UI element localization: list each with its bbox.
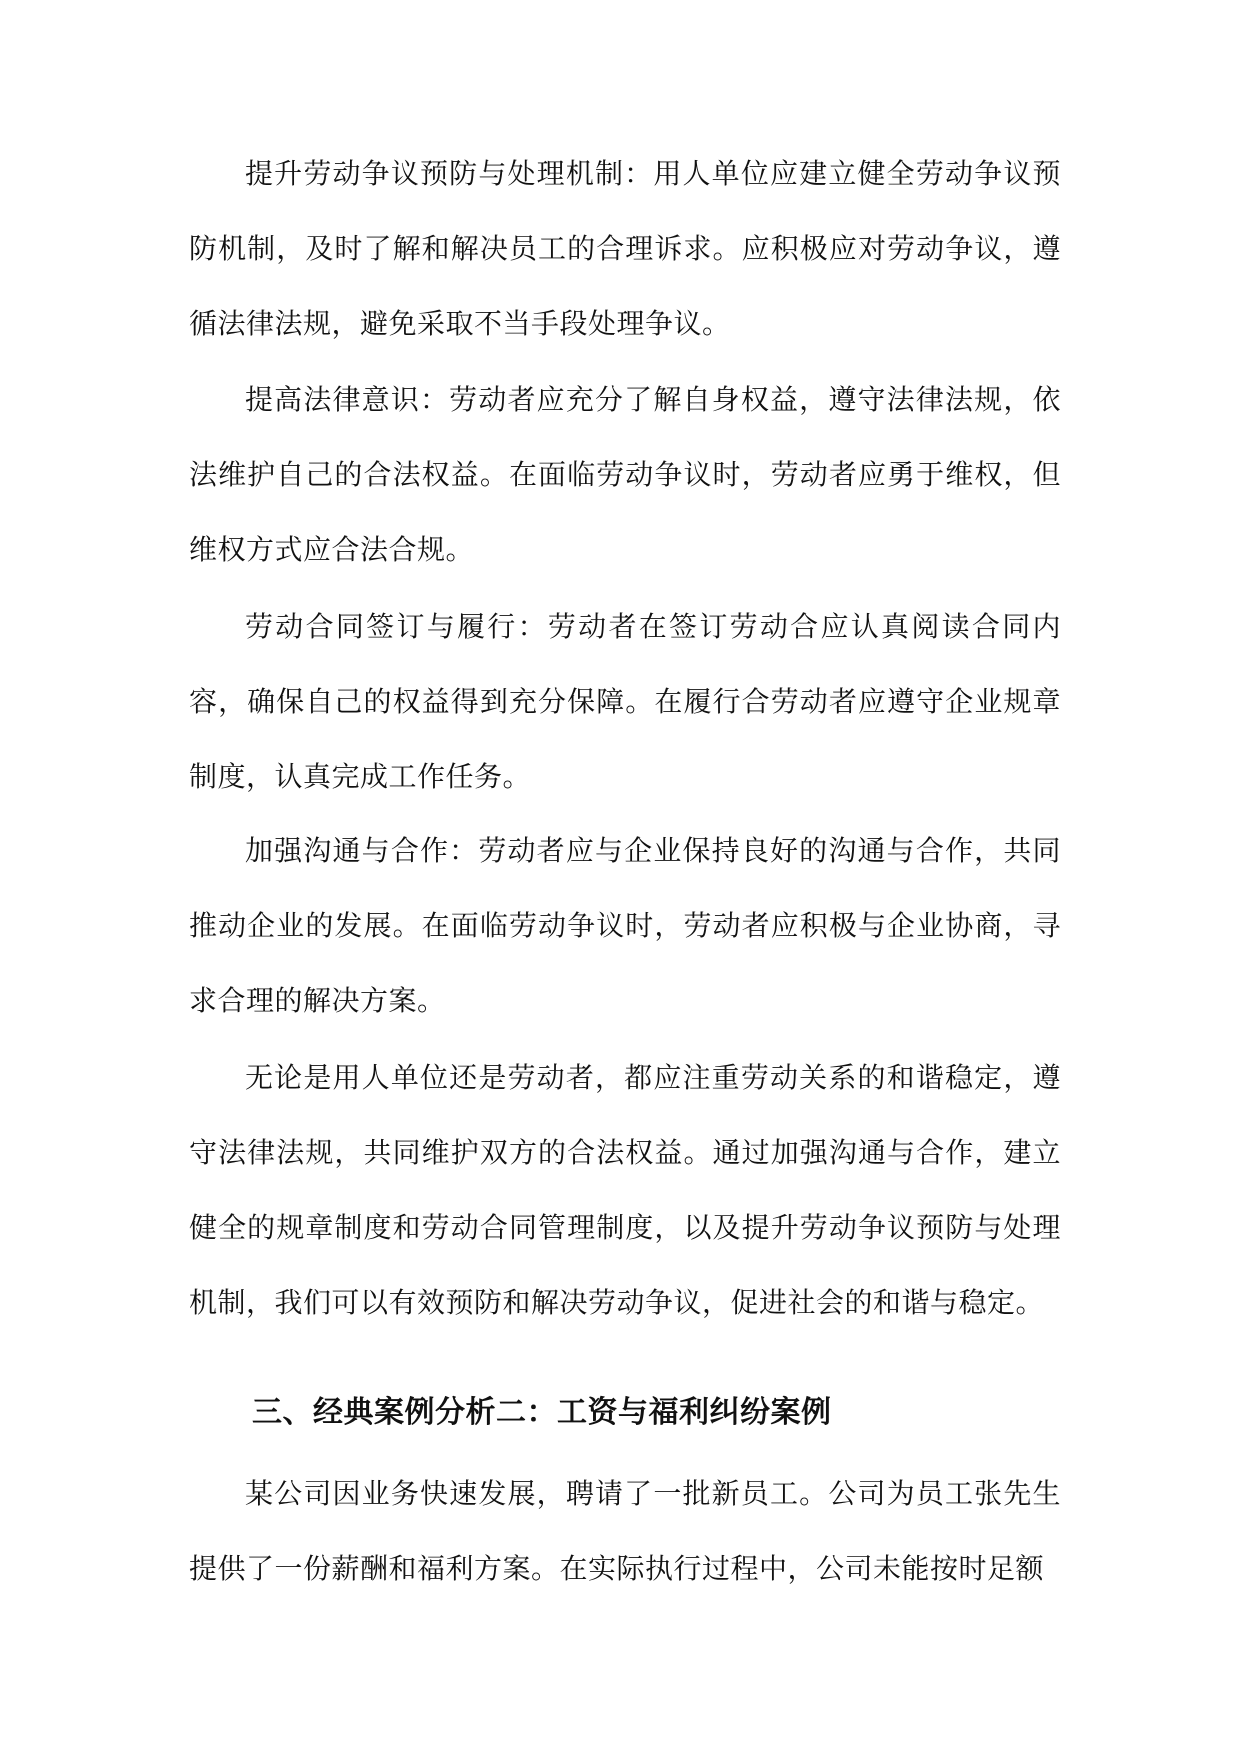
paragraph-case-intro: 某公司因业务快速发展，聘请了一批新员工。公司为员工张先生提供了一份薪酬和福利方案。在实际执行过程中，公司未能按时足额 xyxy=(189,1477,1061,1585)
paragraph-dispute-mechanism: 提升劳动争议预防与处理机制：用人单位应建立健全劳动争议预防机制，及时了解和解决员工的合理诉求。应积极应对劳动争议，遵循法律法规，避免采取不当手段处理争议。 xyxy=(189,157,1061,340)
section-heading: 三、经典案例分析二：工资与福利纠纷案例 xyxy=(252,1395,832,1430)
paragraph-labor-contract: 劳动合同签订与履行：劳动者在签订劳动合应认真阅读合同内容，确保自己的权益得到充分保障。在履行合劳动者应遵守企业规章制度，认真完成工作任务。 xyxy=(189,610,1061,793)
paragraph-communication: 加强沟通与合作：劳动者应与企业保持良好的沟通与合作，共同推动企业的发展。在面临劳动争议时，劳动者应积极与企业协商，寻求合理的解决方案。 xyxy=(189,834,1061,1017)
paragraph-conclusion: 无论是用人单位还是劳动者，都应注重劳动关系的和谐稳定，遵守法律法规，共同维护双方的合法权益。通过加强沟通与合作，建立健全的规章制度和劳动合同管理制度，以及提升劳动争议预防与处理机制，我们可以有效预防和解决劳动争议，促进社会的和谐与稳定。 xyxy=(189,1061,1061,1319)
paragraph-legal-awareness: 提高法律意识：劳动者应充分了解自身权益，遵守法律法规，依法维护自己的合法权益。在面临劳动争议时，劳动者应勇于维权，但维权方式应合法合规。 xyxy=(189,383,1061,566)
